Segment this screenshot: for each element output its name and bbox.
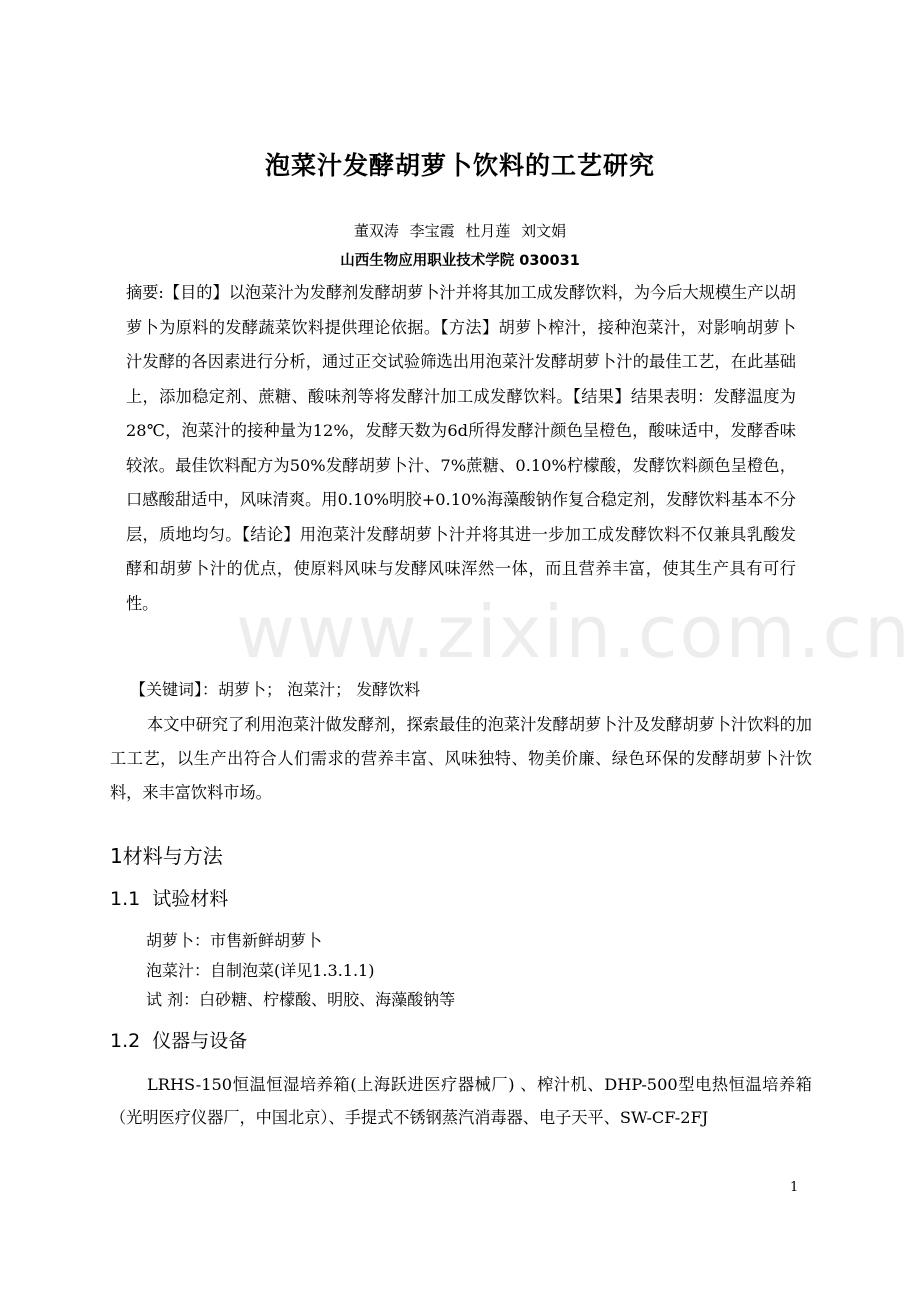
section-number: 1.1 [110, 888, 141, 910]
page-number: 1 [790, 1180, 799, 1195]
section-title: 试验材料 [152, 888, 229, 910]
affiliation: 山西生物应用职业技术学院 030031 [340, 253, 580, 269]
section-heading-1-1 [110, 884, 228, 911]
authors: 董双涛 李宝霞 杜月莲 刘文娟 [353, 222, 567, 240]
section-title: 仪器与设备 [152, 1030, 248, 1052]
abstract: 摘要:【目的】以泡菜汁为发酵剂发酵胡萝卜汁并将其加工成发酵饮料，为今后大规模生产以胡萝卜为原料的发酵蔬菜饮料提供理论依据。【方法】胡萝卜榨汁，接种泡菜汁，对影响胡萝卜汁发酵的各因素进行分析，通过正交试验筛选出用泡菜汁发酵胡萝卜汁的最佳工艺，在此基础上，添加稳定剂、蔗糖、酸味剂等将发酵汁加工成发酵饮料。【结果】结果表明：发酵温度为28℃，泡菜汁的接种量为12%，发酵天数为6d所得发酵汁颜色呈橙色，酸味适中，发酵香味较浓。最佳饮料配方为50%发酵胡萝卜汁、7%蔗糖、0.10%柠檬酸，发酵饮料颜色呈橙色，口感酸甜适中，风味清爽。用0.10%明胶+0.10%海藻酸钠作复合稳定剂，发酵饮料基本不分层，质地均匀。【结论】用泡菜汁发酵胡萝卜汁并将其进一步加工成发酵饮料不仅兼具乳酸发酵和胡萝卜汁的优点，使原料风味与发酵风味浑然一体，而且营养丰富，使其生产具有可行性。 [126, 283, 796, 613]
section-number: 1.2 [110, 1030, 141, 1052]
material-item: 泡菜汁：自制泡菜(详见1.3.1.1) [146, 960, 375, 980]
material-item: 试 剂：白砂糖、柠檬酸、明胶、海藻酸钠等 [146, 990, 456, 1009]
paper-title: 泡菜汁发酵胡萝卜饮料的工艺研究 [264, 151, 655, 180]
section-heading-1: 1材料与方法 [110, 844, 223, 868]
section-heading-1-2 [110, 1026, 247, 1053]
materials-list [146, 926, 806, 1015]
material-item: 胡萝卜：市售新鲜胡萝卜 [146, 931, 323, 950]
intro-paragraph: 本文中研究了利用泡菜汁做发酵剂，探索最佳的泡菜汁发酵胡萝卜汁及发酵胡萝卜汁饮料的加工工艺，以生产出符合人们需求的营养丰富、风味独特、物美价廉、绿色环保的发酵胡萝卜汁饮料，来丰富饮料市场。 [110, 715, 812, 802]
equipment-paragraph: LRHS-150恒温恒湿培养箱(上海跃进医疗器械厂) 、榨汁机、DHP-500型电热恒温培养箱（光明医疗仪器厂，中国北京）、手提式不锈钢蒸汽消毒器、电子天平、SW-CF-2FJ [110, 1075, 812, 1127]
watermark: www.zixin.com.cn [236, 590, 912, 674]
keywords: 【关键词】：胡萝卜； 泡菜汁； 发酵饮料 [130, 680, 421, 699]
